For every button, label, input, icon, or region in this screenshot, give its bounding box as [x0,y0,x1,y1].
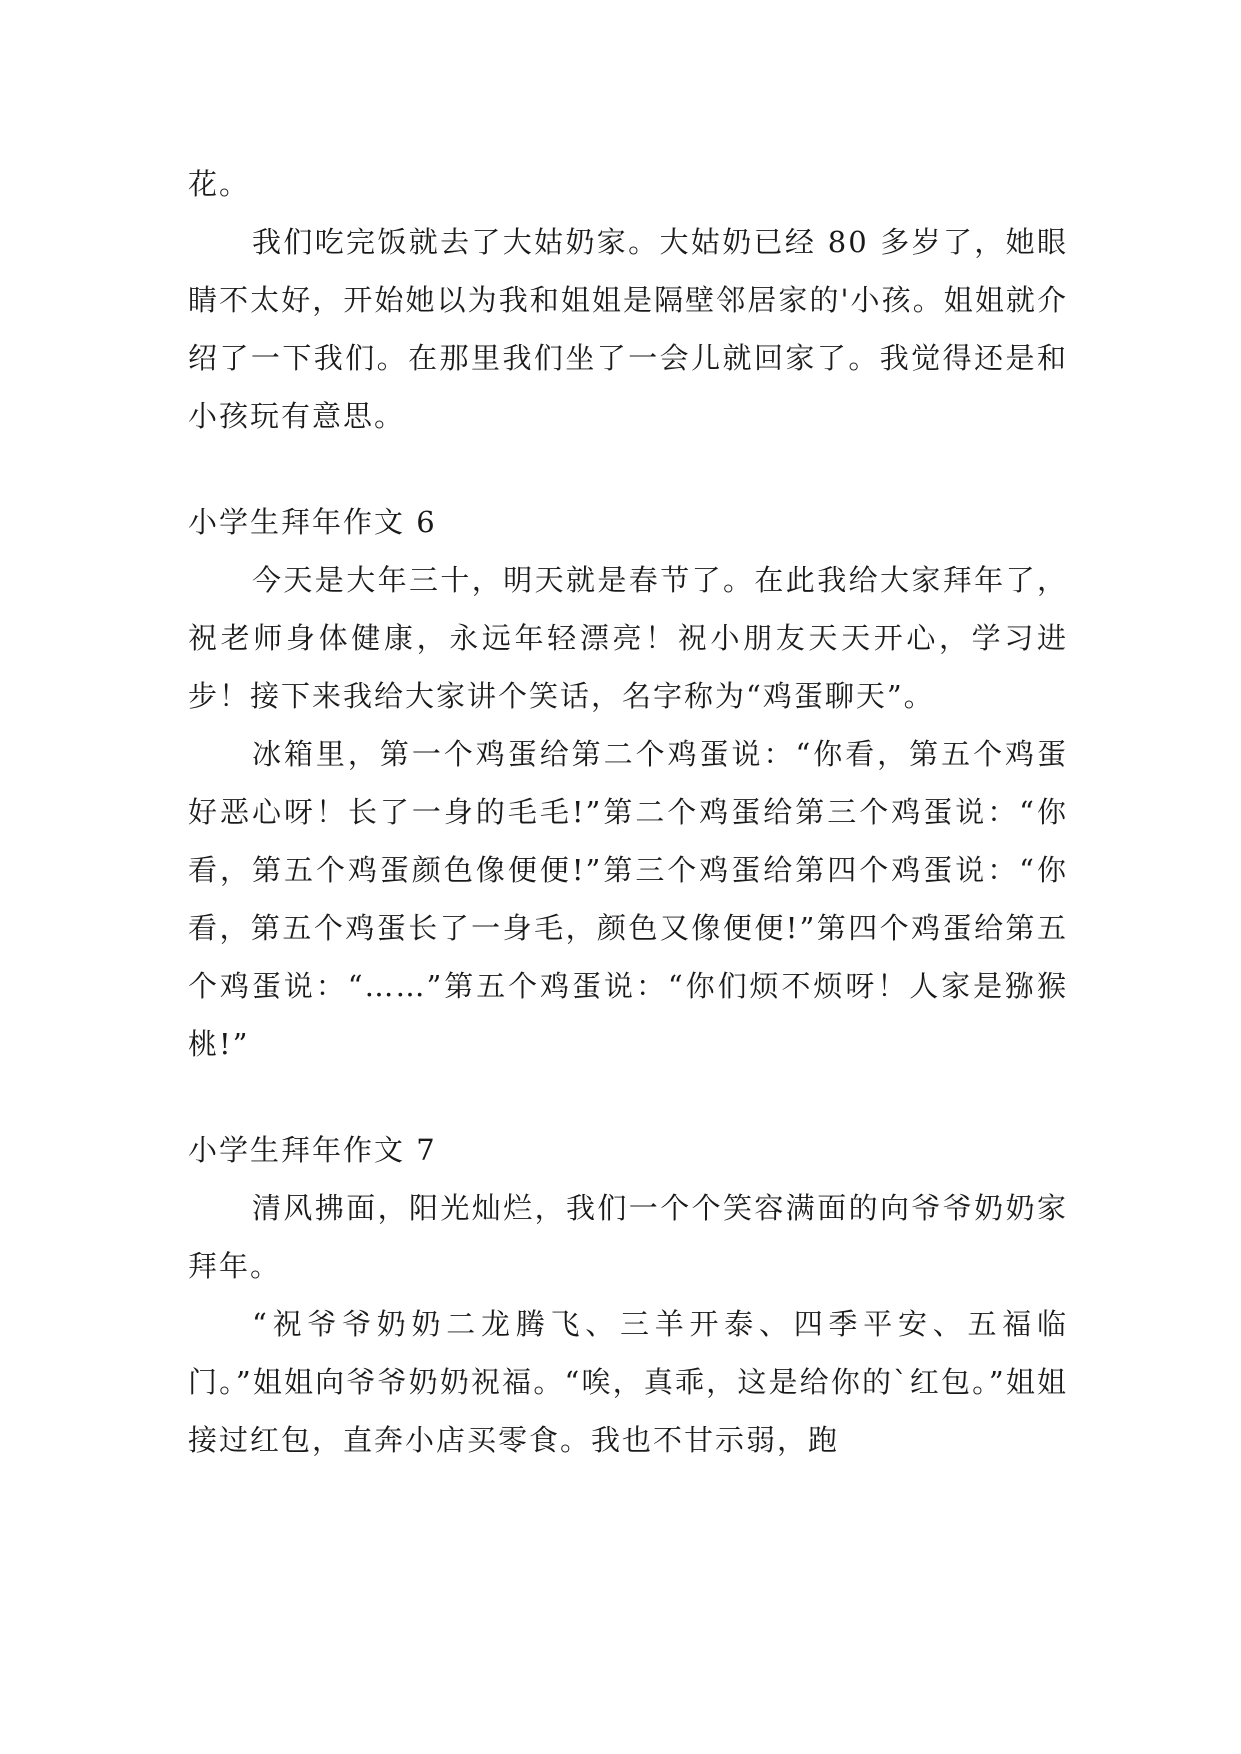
document-body [188,155,1068,1469]
section-heading: 小学生拜年作文 6 [188,505,437,539]
paragraph: “祝爷爷奶奶二龙腾飞、三羊开泰、四季平安、五福临门。”姐姐向爷爷奶奶祝福。“唉，真乖，这是给你的`红包。”姐姐接过红包，直奔小店买零食。我也不甘示弱，跑 [188,1307,1068,1457]
section-gap [188,445,1068,493]
paragraph: 冰箱里，第一个鸡蛋给第二个鸡蛋说：“你看，第五个鸡蛋好恶心呀！长了一身的毛毛!”第二个鸡蛋给第三个鸡蛋说：“你看，第五个鸡蛋颜色像便便!”第三个鸡蛋给第四个鸡蛋说：“你看，第五个鸡蛋长了一身毛，颜色又像便便!”第四个鸡蛋给第五个鸡蛋说：“……”第五个鸡蛋说：“你们烦不烦呀！人家是猕猴桃!” [188,737,1068,1061]
section-gap [188,1073,1068,1121]
paragraph: 我们吃完饭就去了大姑奶家。大姑奶已经 80 多岁了，她眼睛不太好，开始她以为我和姐姐是隔壁邻居家的'小孩。姐姐就介绍了一下我们。在那里我们坐了一会儿就回家了。我觉得还是和小孩玩有意思。 [188,225,1068,433]
paragraph: 清风拂面，阳光灿烂，我们一个个笑容满面的向爷爷奶奶家拜年。 [188,1191,1068,1283]
paragraph: 今天是大年三十，明天就是春节了。在此我给大家拜年了，祝老师身体健康，永远年轻漂亮！祝小朋友天天开心，学习进步！接下来我给大家讲个笑话，名字称为“鸡蛋聊天”。 [188,563,1068,713]
section-heading: 小学生拜年作文 7 [188,1133,437,1167]
paragraph: 花。 [188,167,251,201]
